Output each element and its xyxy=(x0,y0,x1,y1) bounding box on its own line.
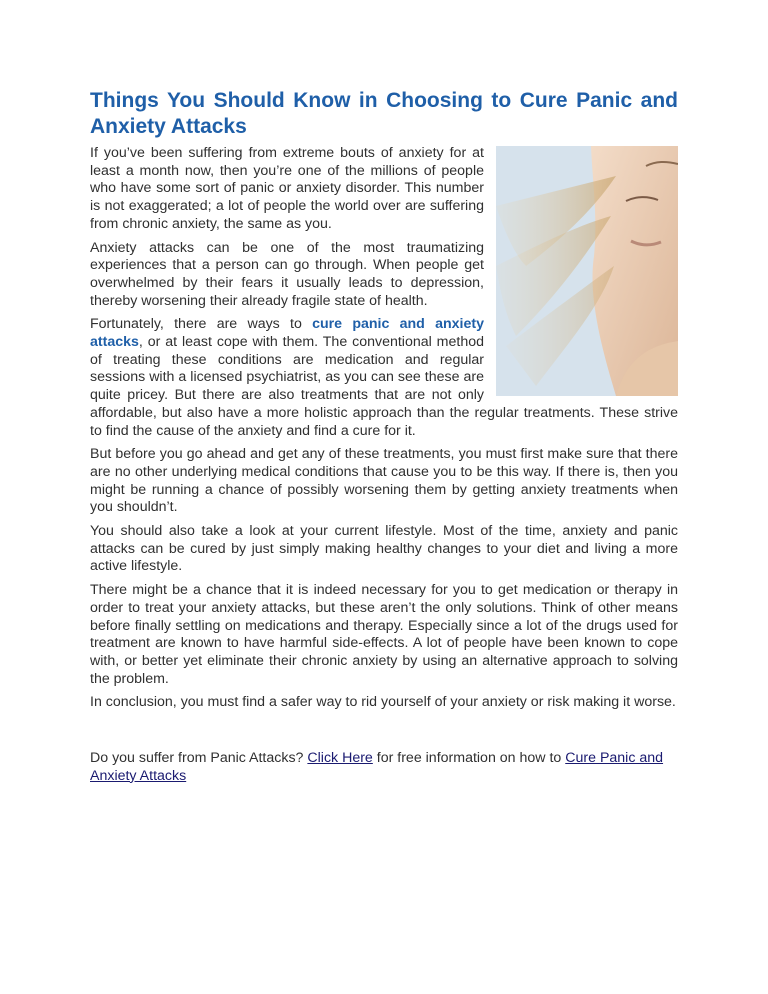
paragraph-6: There might be a chance that it is indeed necessary for you to get medication or therapy in order to treat your anxiety attacks, but these aren’t the only solutions. Think of other means before finally settling on medications and therapy. Especially since a lot of the drugs used for treatment are known to have harmful side-effects. A lot of people have been known to cope with, or better yet eliminate their chronic anxiety by using an alternative approach to solving the problem. xyxy=(90,582,678,687)
paragraph-2: Anxiety attacks can be one of the most traumatizing experiences that a person can go through. When people get overwhelmed by their fears it usually leads to depression, thereby worsening their already fragile state of health. xyxy=(90,239,484,309)
paragraph-3-start: Fortunately, there are ways to xyxy=(90,316,313,333)
keyword-cure-panic-link[interactable]: cure panic and anxiety attacks xyxy=(90,316,484,351)
cure-panic-link[interactable]: Cure Panic and Anxiety Attacks xyxy=(90,750,664,784)
paragraph-3-rest: , or at least cope with them. The conventional method of treating these conditions are medication and regular sessions with a licensed psychiatrist, as you can see these are quite pricey. But there are also treatments that are not only affordable, but also have a more holistic approach than the regular treatments. These strive to find the cause of the anxiety and find a cure for it. xyxy=(90,334,678,439)
paragraph-7: In conclusion, you must find a safer way to rid yourself of your anxiety or risk making it worse. xyxy=(90,694,676,711)
click-here-link[interactable]: Click Here xyxy=(307,750,373,767)
article-title: Things You Should Know in Choosing to Cure Panic and Anxiety Attacks xyxy=(90,89,678,138)
article xyxy=(90,88,678,792)
woman-hair-blowing-photo xyxy=(496,146,678,396)
footer-middle: for free information on how to xyxy=(372,750,566,767)
footer-question: Do you suffer from Panic Attacks? xyxy=(90,750,308,767)
paragraph-5: You should also take a look at your current lifestyle. Most of the time, anxiety and panic attacks can be cured by just simply making healthy changes to your diet and living a more active lifestyle. xyxy=(90,523,678,575)
footer-cta xyxy=(90,750,678,785)
paragraph-1: If you’ve been suffering from extreme bouts of anxiety for at least a month now, then you’re one of the millions of people who have some sort of panic or anxiety disorder. This number is not exaggerated; a lot of people the world over are suffering from chronic anxiety, the same as you. xyxy=(90,145,484,232)
paragraph-4: But before you go ahead and get any of these treatments, you must first make sure that there are no other underlying medical conditions that cause you to be this way. If there is, then you might be running a chance of possibly worsening them by getting anxiety treatments when you shouldn’t. xyxy=(90,446,678,516)
